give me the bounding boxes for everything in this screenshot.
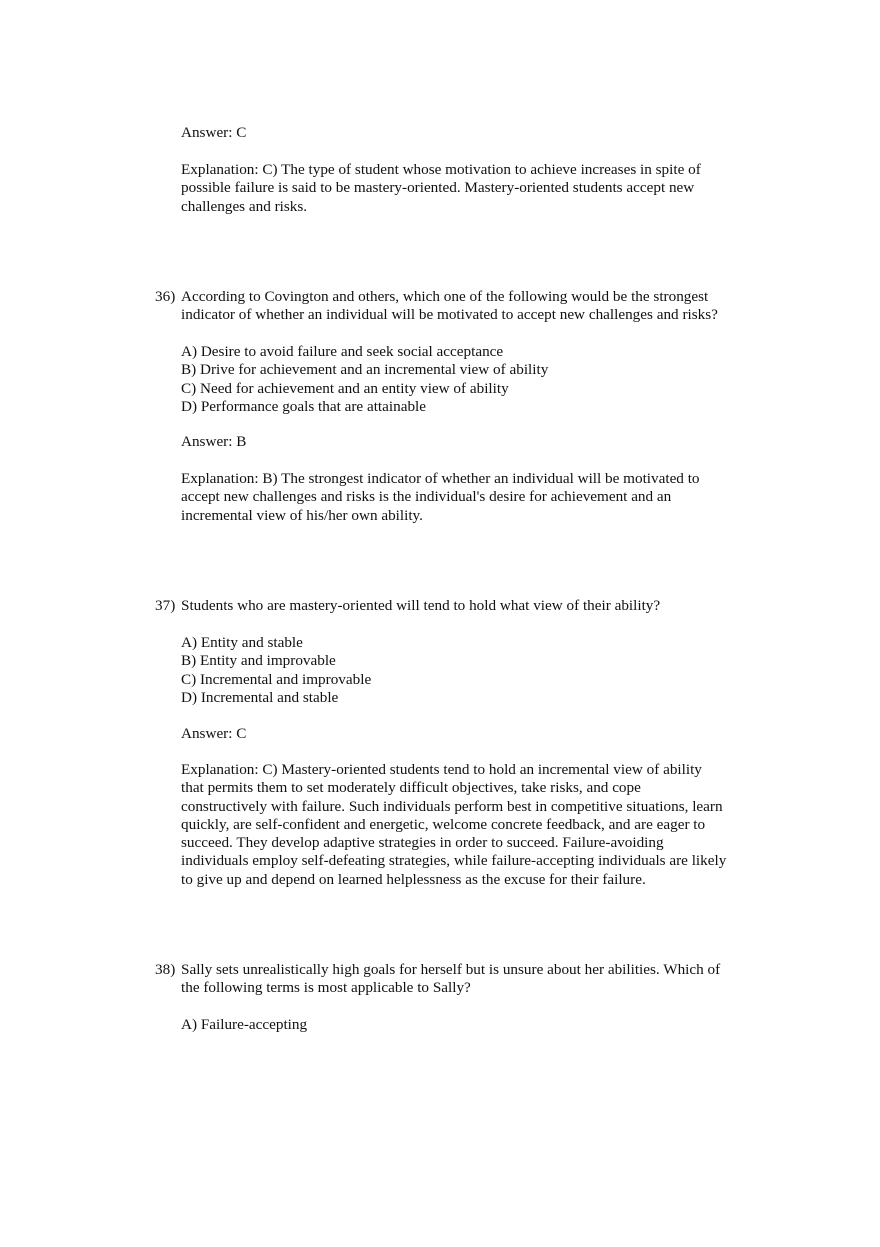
answer-text: Answer: B — [181, 433, 247, 450]
option-b: B) Entity and improvable — [181, 652, 336, 670]
option-b: B) Drive for achievement and an incremental view of ability — [181, 361, 549, 379]
explanation-line: to give up and depend on learned helplessness as the excuse for their failure. — [181, 870, 646, 888]
explanation-line: individuals employ self-defeating strategies, while failure-accepting individuals are likely — [181, 852, 727, 870]
option-c: C) Need for achievement and an entity view of ability — [181, 379, 509, 397]
q38-question — [181, 961, 761, 998]
q37-question — [181, 597, 761, 615]
q35-explanation — [181, 161, 761, 216]
option-c: C) Incremental and improvable — [181, 670, 372, 688]
explanation-line: Explanation: C) The type of student whose motivation to achieve increases in spite of — [181, 161, 701, 178]
q36-question — [181, 288, 761, 325]
explanation-line: challenges and risks. — [181, 197, 308, 215]
option-a: A) Entity and stable — [181, 634, 303, 651]
question-line: Students who are mastery-oriented will tend to hold what view of their ability? — [181, 597, 661, 614]
explanation-line: possible failure is said to be mastery-oriented. Mastery-oriented students accept new — [181, 179, 695, 197]
q36-answer — [181, 433, 761, 451]
explanation-line: accept new challenges and risks is the individual's desire for achievement and an — [181, 488, 672, 506]
q36-number: 36) — [155, 288, 176, 305]
explanation-line: Explanation: C) Mastery-oriented students tend to hold an incremental view of ability — [181, 761, 702, 778]
q37-number: 37) — [155, 597, 176, 614]
option-d: D) Performance goals that are attainable — [181, 397, 426, 415]
q38-options — [181, 1016, 761, 1034]
q35-answer — [181, 124, 761, 142]
explanation-line: incremental view of his/her own ability. — [181, 506, 423, 524]
q37-options — [181, 634, 761, 707]
option-a: A) Failure-accepting — [181, 1016, 308, 1033]
q36-explanation — [181, 470, 761, 525]
explanation-line: Explanation: B) The strongest indicator of whether an individual will be motivated to — [181, 470, 700, 487]
q36-options — [181, 343, 761, 416]
q37-explanation — [181, 761, 761, 889]
option-d: D) Incremental and stable — [181, 688, 339, 706]
answer-text: Answer: C — [181, 124, 247, 141]
explanation-line: succeed. They develop adaptive strategies in order to succeed. Failure-avoiding — [181, 834, 664, 852]
question-line: indicator of whether an individual will be motivated to accept new challenges and risks? — [181, 306, 718, 324]
option-a: A) Desire to avoid failure and seek social acceptance — [181, 343, 504, 360]
question-line: Sally sets unrealistically high goals for herself but is unsure about her abilities. Which of — [181, 961, 721, 978]
question-line: According to Covington and others, which one of the following would be the strongest — [181, 288, 709, 305]
q37-answer — [181, 725, 761, 743]
q38-number: 38) — [155, 961, 176, 978]
explanation-line: constructively with failure. Such individuals perform best in competitive situations, learn — [181, 797, 723, 815]
answer-text: Answer: C — [181, 725, 247, 742]
question-line: the following terms is most applicable to Sally? — [181, 979, 471, 997]
explanation-line: quickly, are self-confident and energetic, welcome concrete feedback, and are eager to — [181, 815, 706, 833]
explanation-line: that permits them to set moderately difficult objectives, take risks, and cope — [181, 779, 641, 797]
